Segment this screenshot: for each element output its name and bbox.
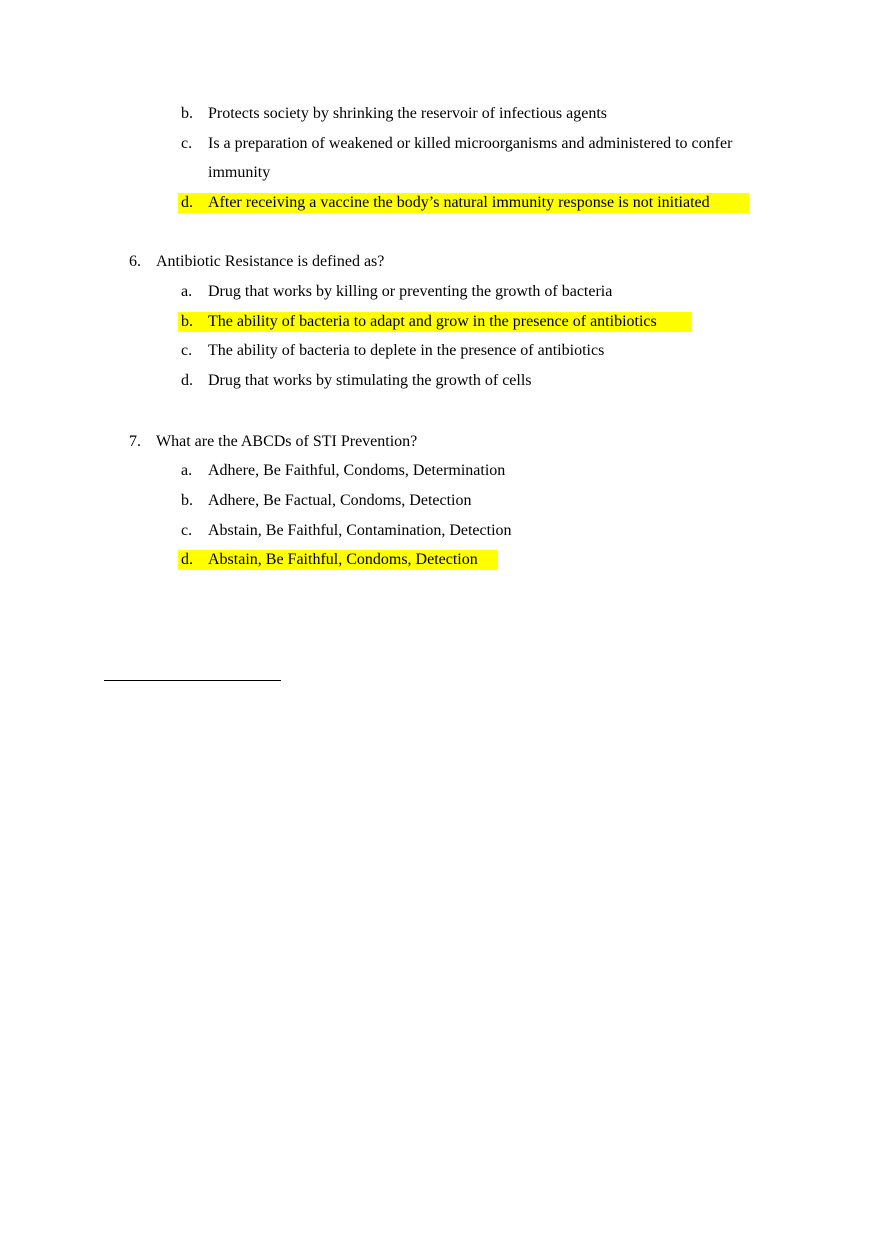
option-letter: d. bbox=[181, 194, 193, 211]
option-letter: a. bbox=[181, 462, 193, 479]
option-text-continuation: immunity bbox=[208, 164, 271, 181]
option-text: Abstain, Be Faithful, Contamination, Detection bbox=[208, 522, 512, 539]
option-letter: d. bbox=[181, 551, 193, 568]
option-letter: c. bbox=[181, 342, 193, 359]
option-text: Adhere, Be Faithful, Condoms, Determination bbox=[208, 462, 506, 479]
option-text: The ability of bacteria to deplete in the presence of antibiotics bbox=[208, 342, 605, 359]
option-text: Protects society by shrinking the reservoir of infectious agents bbox=[208, 105, 608, 122]
option-letter: b. bbox=[181, 105, 193, 122]
question-text: Antibiotic Resistance is defined as? bbox=[156, 253, 385, 270]
footnote-separator bbox=[104, 680, 281, 681]
option-text: Is a preparation of weakened or killed microorganisms and administered to confer bbox=[208, 135, 733, 152]
option-text: The ability of bacteria to adapt and grow in the presence of antibiotics bbox=[208, 313, 657, 330]
option-letter: c. bbox=[181, 522, 193, 539]
question-text: What are the ABCDs of STI Prevention? bbox=[156, 433, 418, 450]
question-number: 6. bbox=[129, 253, 141, 270]
question-number: 7. bbox=[129, 433, 141, 450]
option-letter: c. bbox=[181, 135, 193, 152]
option-text: Abstain, Be Faithful, Condoms, Detection bbox=[208, 551, 478, 568]
option-letter: a. bbox=[181, 283, 193, 300]
option-letter: d. bbox=[181, 372, 193, 389]
option-text: Drug that works by killing or preventing the growth of bacteria bbox=[208, 283, 613, 300]
option-text: Adhere, Be Factual, Condoms, Detection bbox=[208, 492, 472, 509]
option-text: After receiving a vaccine the body’s natural immunity response is not initiated bbox=[208, 194, 710, 211]
option-text: Drug that works by stimulating the growth of cells bbox=[208, 372, 532, 389]
option-letter: b. bbox=[181, 492, 193, 509]
option-letter: b. bbox=[181, 313, 193, 330]
